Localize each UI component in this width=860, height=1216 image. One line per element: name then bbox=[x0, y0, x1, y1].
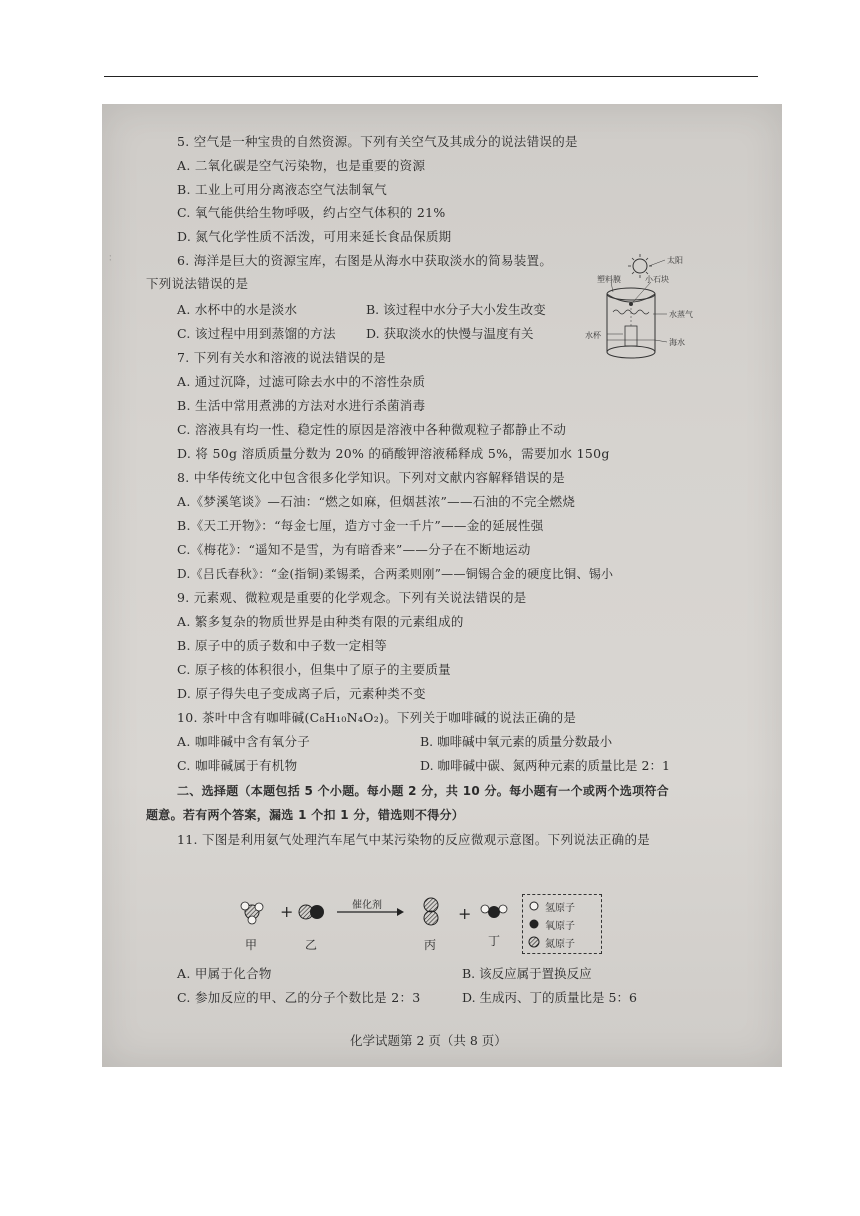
apparatus-drawing bbox=[587, 252, 727, 370]
q8-stem: 8. 中华传统文化中包含很多化学知识。下列对文献内容解释错误的是 bbox=[177, 470, 566, 485]
q8-option-c: C.《梅花》：“遥知不是雪，为有暗香来”——分子在不断地运动 bbox=[177, 542, 531, 557]
scanned-exam-page bbox=[102, 104, 782, 1067]
header-rule bbox=[104, 76, 758, 77]
q11-option-d: D. 生成丙、丁的质量比是 5：6 bbox=[462, 990, 637, 1005]
q10-option-c: C. 咖啡碱属于有机物 bbox=[177, 758, 298, 773]
label-stone: 小石块 bbox=[645, 275, 669, 284]
label-sun: 太阳 bbox=[667, 256, 683, 265]
molecule-yi bbox=[299, 905, 324, 919]
bleed-through-mark: ： bbox=[108, 253, 118, 264]
stone-icon bbox=[629, 302, 633, 306]
q5-option-a: A. 二氧化碳是空气污染物，也是重要的资源 bbox=[177, 158, 426, 173]
q7-option-d: D. 将 50g 溶质质量分数为 20% 的硝酸钾溶液稀释成 5%，需要加水 150g bbox=[177, 446, 610, 461]
q6-option-c: C. 该过程中用到蒸馏的方法 bbox=[177, 326, 336, 341]
section2-header-line2: 题意。若有两个答案，漏选 1 个扣 1 分，错选则不得分） bbox=[146, 808, 465, 822]
q11-option-b: B. 该反应属于置换反应 bbox=[462, 966, 592, 981]
label-yi: 乙 bbox=[305, 938, 318, 952]
catalyst-label: 催化剂 bbox=[352, 900, 382, 911]
plus-sign-1: + bbox=[280, 902, 294, 921]
q10-option-b: B. 咖啡碱中氧元素的质量分数最小 bbox=[420, 734, 613, 749]
label-cup: 水杯 bbox=[585, 331, 601, 340]
oxygen-atom-icon bbox=[530, 920, 539, 929]
label-ding: 丁 bbox=[488, 934, 501, 948]
q7-option-b: B. 生活中常用煮沸的方法对水进行杀菌消毒 bbox=[177, 398, 426, 413]
q6-option-a: A. 水杯中的水是淡水 bbox=[177, 302, 298, 317]
nitrogen-atom-icon bbox=[529, 937, 539, 947]
section2-header-line1: 二、选择题（本题包括 5 个小题。每小题 2 分，共 10 分。每小题有一个或两个选项符合 bbox=[177, 784, 669, 798]
q10-stem: 10. 茶叶中含有咖啡碱(C₈H₁₀N₄O₂)。下列关于咖啡碱的说法正确的是 bbox=[177, 710, 577, 725]
q9-option-b: B. 原子中的质子数和中子数一定相等 bbox=[177, 638, 388, 653]
q6-option-d: D. 获取淡水的快慢与温度有关 bbox=[366, 326, 534, 341]
plus-sign-2: + bbox=[458, 904, 472, 923]
q7-option-c: C. 溶液具有均一性、稳定性的原因是溶液中各种微观粒子都静止不动 bbox=[177, 422, 567, 437]
label-jia: 甲 bbox=[245, 938, 258, 952]
q10-option-d: D. 咖啡碱中碳、氮两种元素的质量比是 2：1 bbox=[420, 758, 670, 773]
label-sea: 海水 bbox=[669, 338, 685, 347]
q5-stem: 5. 空气是一种宝贵的自然资源。下列有关空气及其成分的说法错误的是 bbox=[177, 134, 578, 149]
legend-nitrogen: 氮原子 bbox=[545, 939, 575, 950]
legend-symbols bbox=[527, 895, 547, 953]
hydrogen-atom-icon bbox=[530, 902, 538, 910]
q5-option-b: B. 工业上可用分离液态空气法制氧气 bbox=[177, 182, 388, 197]
q8-option-b: B.《天工开物》：“每金七厘，造方寸金一千片”——金的延展性强 bbox=[177, 518, 544, 533]
q9-stem: 9. 元素观、微粒观是重要的化学观念。下列有关说法错误的是 bbox=[177, 590, 527, 605]
q5-option-c: C. 氧气能供给生物呼吸，约占空气体积的 21% bbox=[177, 205, 446, 220]
label-bing: 丙 bbox=[424, 938, 437, 952]
molecule-ding bbox=[481, 905, 507, 918]
label-vapor: 水蒸气 bbox=[669, 310, 693, 319]
q11-option-a: A. 甲属于化合物 bbox=[177, 966, 272, 981]
q11-stem: 11. 下图是利用氨气处理汽车尾气中某污染物的反应微观示意图。下列说法正确的是 bbox=[177, 832, 651, 847]
q6-stem-cont: 下列说法错误的是 bbox=[146, 276, 249, 291]
label-film: 塑料膜 bbox=[597, 275, 621, 284]
q8-option-d: D.《吕氏春秋》：“金(指铜)柔锡柔，合两柔则刚”——铜锡合金的硬度比铜、锡小 bbox=[177, 567, 614, 581]
reaction-diagram bbox=[232, 874, 532, 954]
reaction-molecules bbox=[232, 874, 532, 934]
distillation-apparatus-figure bbox=[587, 252, 727, 370]
q7-stem: 7. 下列有关水和溶液的说法错误的是 bbox=[177, 350, 386, 365]
q9-option-d: D. 原子得失电子变成离子后，元素种类不变 bbox=[177, 686, 426, 701]
q5-option-d: D. 氮气化学性质不活泼，可用来延长食品保质期 bbox=[177, 229, 452, 244]
q6-stem: 6. 海洋是巨大的资源宝库，右图是从海水中获取淡水的简易装置。 bbox=[177, 253, 553, 268]
q10-option-a: A. 咖啡碱中含有氧分子 bbox=[177, 734, 311, 749]
q11-option-c: C. 参加反应的甲、乙的分子个数比是 2：3 bbox=[177, 990, 421, 1005]
q8-option-a: A.《梦溪笔谈》—石油：“燃之如麻，但烟甚浓”——石油的不完全燃烧 bbox=[177, 494, 576, 509]
molecule-bing bbox=[424, 898, 438, 925]
q9-option-c: C. 原子核的体积很小，但集中了原子的主要质量 bbox=[177, 662, 451, 677]
q7-option-a: A. 通过沉降，过滤可除去水中的不溶性杂质 bbox=[177, 374, 426, 389]
legend-oxygen: 氧原子 bbox=[545, 921, 575, 932]
q6-option-b: B. 该过程中水分子大小发生改变 bbox=[366, 302, 546, 317]
q9-option-a: A. 繁多复杂的物质世界是由种类有限的元素组成的 bbox=[177, 614, 464, 629]
legend-hydrogen: 氢原子 bbox=[545, 903, 575, 914]
atom-legend bbox=[522, 894, 602, 954]
molecule-jia bbox=[241, 902, 263, 924]
page-footer: 化学试题第 2 页（共 8 页） bbox=[350, 1033, 507, 1048]
